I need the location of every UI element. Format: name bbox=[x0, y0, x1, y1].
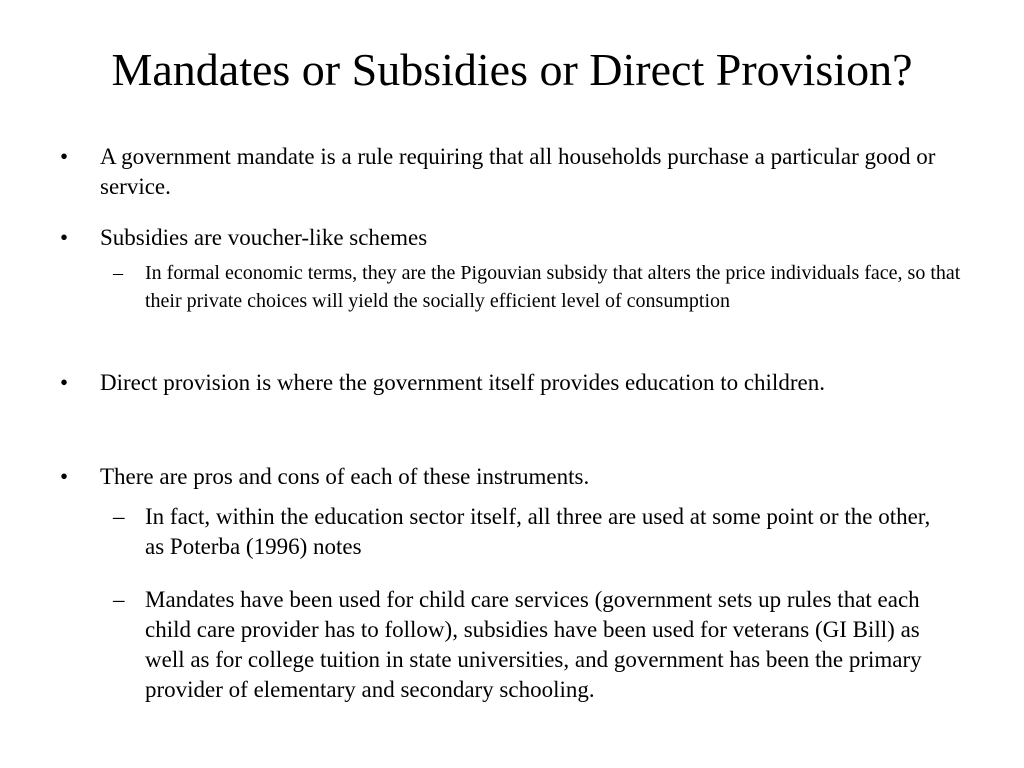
bullet-marker: • bbox=[60, 464, 69, 489]
bullet-text: Direct provision is where the government itself provides education to children. bbox=[100, 370, 825, 395]
dash-marker: – bbox=[113, 262, 123, 284]
bullet-marker: • bbox=[60, 370, 69, 395]
bullet-text: A government mandate is a rule requiring that all households purchase a particular good or service. bbox=[100, 144, 936, 199]
bullet-marker: • bbox=[60, 225, 69, 250]
sub-bullet-text: In fact, within the education sector itself, all three are used at some point or the other, as Poterba (1996) notes bbox=[145, 504, 931, 559]
bullet-marker: • bbox=[60, 144, 69, 169]
sub-bullet-text: Mandates have been used for child care services (government sets up rules that each child care provider has to follow), subsidies have been used for veterans (GI Bill) as well as for college tuition in state universities, and government has been the primary provider of elementary and secondary schooling. bbox=[145, 587, 922, 702]
bullet-text: Subsidies are voucher-like schemes bbox=[100, 225, 428, 250]
bullet-text: There are pros and cons of each of these instruments. bbox=[100, 464, 590, 489]
sub-bullet-text: In formal economic terms, they are the Pigouvian subsidy that alters the price individuals face, so that their private choices will yield the socially efficient level of consumption bbox=[145, 262, 961, 312]
dash-marker: – bbox=[113, 587, 125, 612]
dash-marker: – bbox=[113, 504, 125, 529]
slide-title: Mandates or Subsidies or Direct Provision? bbox=[111, 44, 913, 95]
